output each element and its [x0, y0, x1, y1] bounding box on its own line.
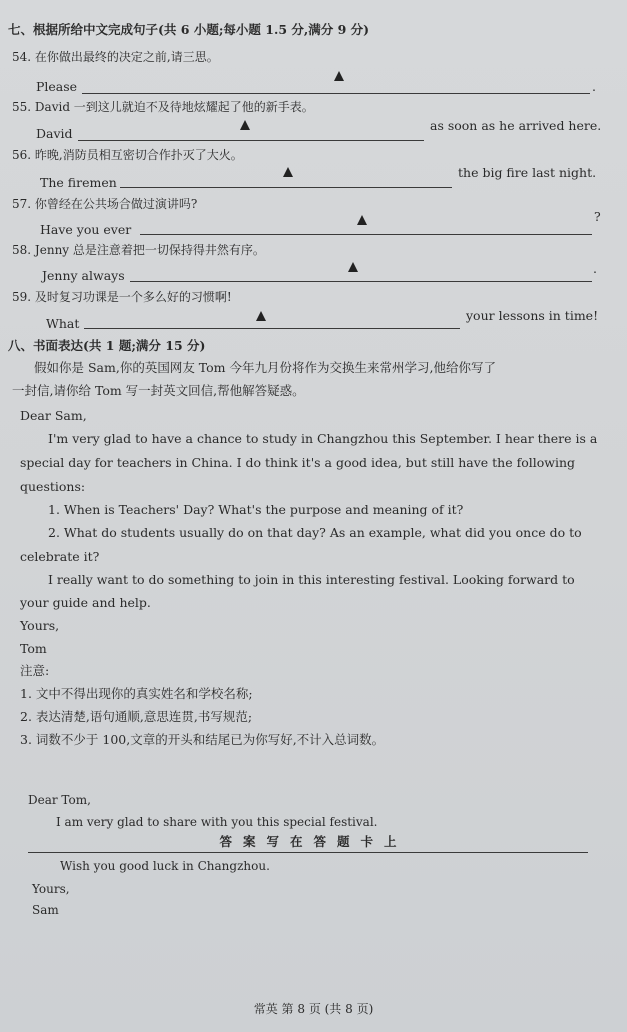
- item-55-blank[interactable]: [78, 140, 424, 141]
- item-58-prompt: [12, 243, 265, 258]
- item-57-start: Have you ever: [40, 222, 132, 237]
- reply-closing: Yours,: [32, 882, 70, 896]
- item-54-start: Please: [36, 79, 78, 94]
- section8-title: 八、书面表达(共 1 题;满分 15 分): [8, 338, 206, 353]
- section7-title: 七、根据所给中文完成句子(共 6 小题;每小题 1.5 分,满分 9 分): [8, 22, 370, 37]
- triangle-marker-icon: [334, 71, 344, 81]
- item-zh: 在你做出最终的决定之前,请三思。: [34, 50, 219, 64]
- item-zh: 及时复习功课是一个多么好的习惯啊!: [34, 290, 232, 304]
- prompt-line-1: 假如你是 Sam,你的英国网友 Tom 今年九月份将作为交换生来常州学习,他给你写了: [34, 360, 496, 375]
- page-footer: 常英 第 8 页 (共 8 页): [253, 1002, 374, 1016]
- notes-title: 注意:: [20, 663, 50, 678]
- item-54-end: .: [592, 79, 596, 94]
- item-num: 58.: [12, 243, 32, 257]
- letter-p3-line2: your guide and help.: [20, 595, 151, 610]
- reply-ending: Wish you good luck in Changzhou.: [60, 859, 270, 873]
- item-num: 54.: [12, 50, 32, 64]
- letter-signature: Tom: [20, 641, 47, 656]
- item-zh: David 一到这儿就迫不及待地炫耀起了他的新手表。: [34, 100, 314, 114]
- triangle-marker-icon: [256, 311, 266, 321]
- item-56-blank[interactable]: [120, 187, 452, 188]
- item-58-start: Jenny always: [42, 268, 125, 283]
- item-num: 57.: [12, 197, 32, 211]
- item-zh: Jenny 总是注意着把一切保持得井然有序。: [34, 243, 265, 257]
- letter-p1-line2: special day for teachers in China. I do think it's a good idea, but still have the following: [20, 455, 576, 470]
- item-55-start: David: [36, 126, 73, 141]
- item-56-end: the big fire last night.: [458, 165, 597, 180]
- note-1: 1. 文中不得出现你的真实姓名和学校名称;: [20, 686, 253, 701]
- item-57-end: ?: [594, 209, 601, 224]
- item-59-end: your lessons in time!: [466, 308, 599, 323]
- item-num: 59.: [12, 290, 32, 304]
- item-num: 56.: [12, 148, 32, 162]
- item-zh: 你曾经在公共场合做过演讲吗?: [34, 197, 198, 211]
- prompt-line-2: 一封信,请你给 Tom 写一封英文回信,帮他解答疑惑。: [12, 383, 305, 398]
- answer-card-rule: [28, 852, 588, 853]
- note-3: 3. 词数不少于 100,文章的开头和结尾已为你写好,不计入总词数。: [20, 732, 385, 747]
- item-zh: 昨晚,消防员相互密切合作扑灭了大火。: [34, 148, 243, 162]
- triangle-marker-icon: [240, 120, 250, 130]
- letter-question-2-line1: 2. What do students usually do on that day? As an example, what did you once do to: [48, 525, 582, 540]
- item-num: 55.: [12, 100, 32, 114]
- item-54-blank[interactable]: [82, 93, 590, 94]
- answer-card-notice: 答案写在答题卡上: [219, 834, 408, 849]
- item-59-prompt: [12, 290, 232, 305]
- triangle-marker-icon: [357, 215, 367, 225]
- triangle-marker-icon: [348, 262, 358, 272]
- letter-p1-line1: I'm very glad to have a chance to study in Changzhou this September. I hear there is a: [48, 431, 598, 446]
- item-57-prompt: [12, 197, 197, 212]
- item-59-blank[interactable]: [84, 328, 460, 329]
- item-56-start: The firemen: [40, 175, 117, 190]
- item-55-prompt: [12, 100, 314, 115]
- reply-greeting: Dear Tom,: [28, 793, 91, 807]
- reply-opening: I am very glad to share with you this special festival.: [56, 815, 378, 829]
- letter-closing: Yours,: [20, 618, 60, 633]
- item-59-start: What: [46, 316, 80, 331]
- letter-greeting: Dear Sam,: [20, 408, 87, 423]
- letter-question-1: 1. When is Teachers' Day? What's the purpose and meaning of it?: [48, 502, 464, 517]
- letter-question-2-line2: celebrate it?: [20, 549, 100, 564]
- note-2: 2. 表达清楚,语句通顺,意思连贯,书写规范;: [20, 709, 253, 724]
- triangle-marker-icon: [283, 167, 293, 177]
- reply-signature: Sam: [32, 903, 59, 917]
- item-54-prompt: [12, 50, 219, 65]
- letter-p1-line3: questions:: [20, 479, 86, 494]
- item-58-blank[interactable]: [130, 281, 592, 282]
- item-56-prompt: [12, 148, 243, 163]
- item-55-end: as soon as he arrived here.: [430, 118, 602, 133]
- letter-p3-line1: I really want to do something to join in this interesting festival. Looking forward to: [48, 572, 575, 587]
- item-57-blank[interactable]: [140, 234, 592, 235]
- item-58-end: .: [593, 261, 597, 276]
